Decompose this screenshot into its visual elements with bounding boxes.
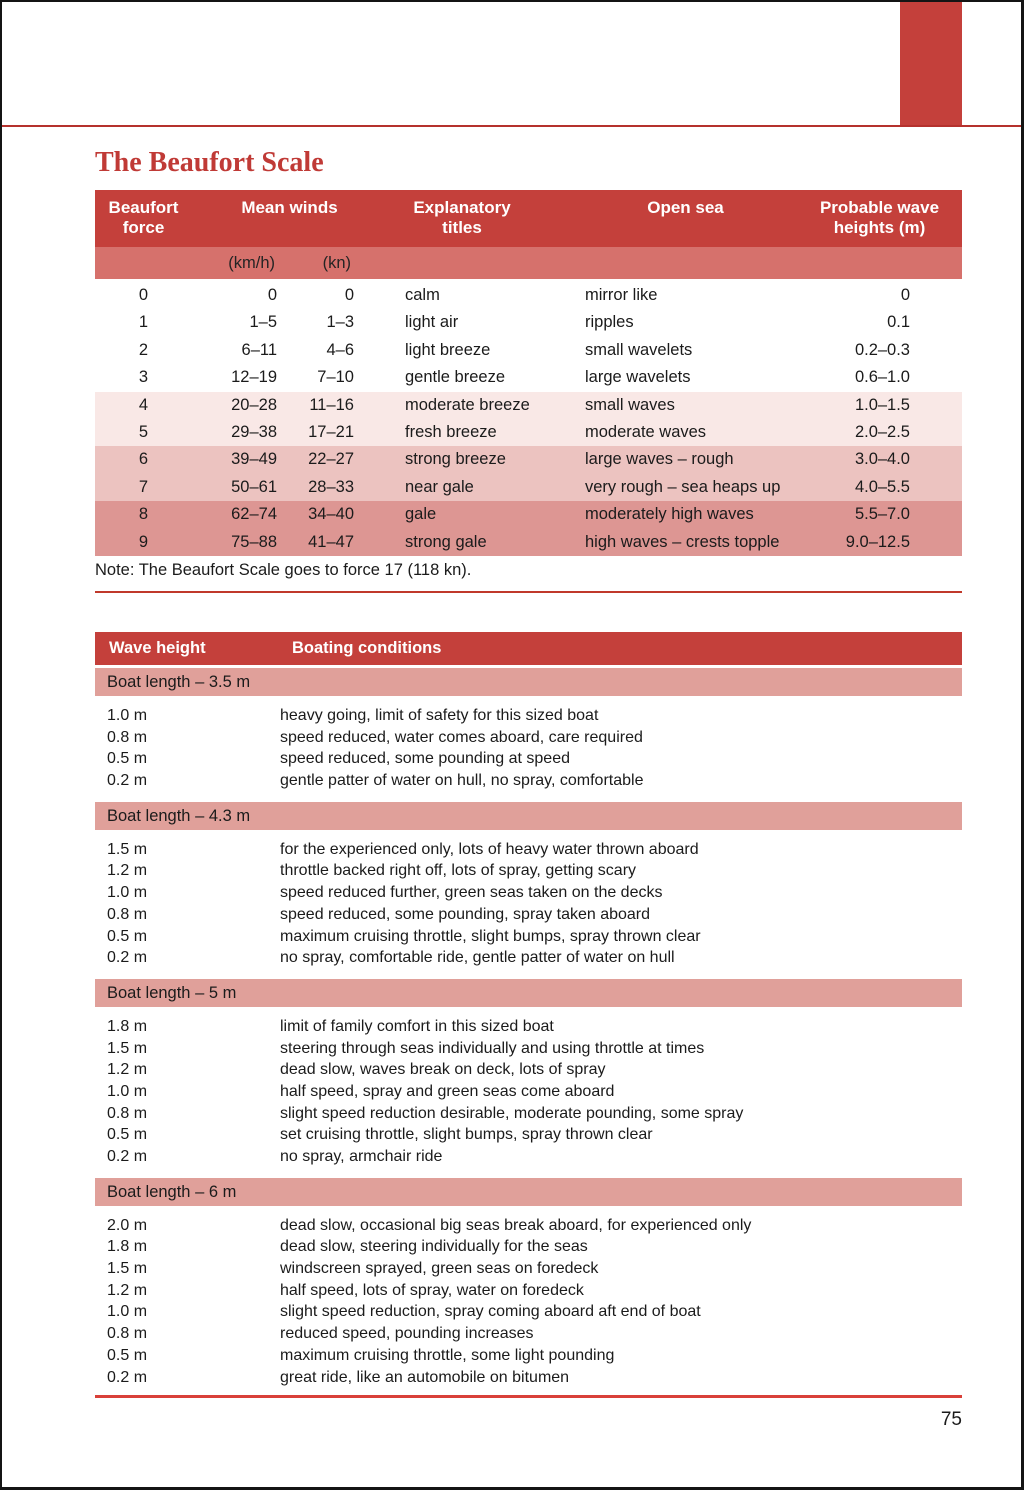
- sea-cell: moderately high waves: [585, 505, 754, 524]
- kn-cell: 7–10: [317, 368, 354, 387]
- height-cell: 0.6–1.0: [854, 368, 910, 387]
- condition-cell: windscreen sprayed, green seas on foredeck: [280, 1260, 599, 1278]
- kmh-cell: 50–61: [231, 477, 277, 496]
- condition-cell: slight speed reduction desirable, moderate pounding, some spray: [280, 1104, 744, 1122]
- boating-row: [95, 882, 962, 904]
- height-cell: 9.0–12.5: [845, 532, 910, 551]
- chapter-tab: [900, 2, 962, 125]
- header-wave-height: Wave height: [109, 639, 206, 657]
- wave-height-cell: 0.2 m: [107, 949, 148, 967]
- condition-cell: slight speed reduction, spray coming aboard aft end of boat: [280, 1303, 701, 1321]
- boating-row: [95, 748, 962, 770]
- condition-cell: speed reduced further, green seas taken on the decks: [280, 884, 663, 902]
- section-label: Boat length – 5 m: [107, 983, 237, 1002]
- beaufort-row: [95, 364, 962, 391]
- section-bar-boat-5m: [95, 979, 962, 1007]
- condition-cell: no spray, armchair ride: [280, 1148, 443, 1165]
- title-cell: calm: [405, 286, 440, 304]
- beaufort-units-row: [95, 247, 962, 279]
- wave-height-cell: 1.0 m: [107, 1082, 148, 1100]
- beaufort-row: [95, 419, 962, 446]
- condition-cell: heavy going, limit of safety for this sized boat: [280, 707, 599, 724]
- wave-height-cell: 2.0 m: [107, 1216, 148, 1234]
- section-bar-boat-3-5m: [95, 668, 962, 696]
- section-rows: [95, 1007, 962, 1178]
- condition-cell: reduced speed, pounding increases: [280, 1325, 534, 1343]
- condition-cell: steering through seas individually and using throttle at times: [280, 1039, 705, 1057]
- height-cell: 4.0–5.5: [854, 477, 910, 496]
- beaufort-row: [95, 337, 962, 364]
- height-cell: 2.0–2.5: [854, 422, 910, 441]
- boating-row: [95, 1038, 962, 1060]
- beaufort-row: [95, 501, 962, 528]
- header-beaufort-force: Beaufort force: [108, 198, 179, 237]
- force-cell: 3: [138, 368, 149, 387]
- force-cell: 0: [138, 286, 149, 304]
- force-cell: 1: [138, 313, 149, 332]
- sea-cell: moderate waves: [585, 422, 707, 441]
- boating-row: [95, 1301, 962, 1323]
- wave-height-cell: 1.5 m: [107, 840, 148, 858]
- unit-kmh: (km/h): [228, 254, 275, 272]
- wave-height-cell: 1.5 m: [107, 1260, 148, 1278]
- wave-height-cell: 1.0 m: [107, 707, 148, 724]
- boating-row: [95, 1236, 962, 1258]
- beaufort-row: [95, 474, 962, 501]
- boating-row: [95, 1258, 962, 1280]
- boating-row: [95, 1367, 962, 1389]
- section-label: Boat length – 4.3 m: [107, 806, 251, 825]
- height-cell: 1.0–1.5: [854, 395, 910, 414]
- kn-cell: 1–3: [326, 313, 354, 332]
- force-cell: 2: [138, 340, 149, 359]
- unit-kn: (kn): [322, 254, 351, 272]
- section-label: Boat length – 6 m: [107, 1182, 237, 1201]
- title-cell: fresh breeze: [405, 422, 497, 441]
- force-cell: 8: [138, 505, 149, 524]
- kn-cell: 41–47: [308, 532, 354, 551]
- condition-cell: no spray, comfortable ride, gentle patter of water on hull: [280, 949, 675, 967]
- wave-height-cell: 1.0 m: [107, 884, 148, 902]
- beaufort-row: [95, 529, 962, 556]
- wave-height-cell: 0.5 m: [107, 1346, 148, 1364]
- boating-row: [95, 947, 962, 969]
- condition-cell: dead slow, occasional big seas break aboard, for experienced only: [280, 1216, 752, 1234]
- beaufort-note: Note: The Beaufort Scale goes to force 17 (118 kn).: [95, 561, 472, 579]
- boating-row: [95, 1345, 962, 1367]
- force-cell: 9: [138, 532, 149, 551]
- kmh-cell: 1–5: [249, 313, 277, 332]
- page-number: 75: [940, 1409, 962, 1430]
- boating-row: [95, 1081, 962, 1103]
- kn-cell: 11–16: [309, 395, 354, 414]
- height-cell: 0.2–0.3: [854, 340, 910, 359]
- kmh-cell: 62–74: [231, 505, 277, 524]
- condition-cell: maximum cruising throttle, some light pounding: [280, 1346, 615, 1364]
- section-label: Boat length – 3.5 m: [107, 673, 251, 691]
- wave-height-cell: 0.8 m: [107, 728, 148, 746]
- wave-height-cell: 0.8 m: [107, 1325, 148, 1343]
- kn-cell: 17–21: [308, 422, 354, 441]
- wave-height-cell: 0.5 m: [107, 1126, 148, 1144]
- boating-row: [95, 1124, 962, 1146]
- header-open-sea: Open sea: [647, 198, 724, 217]
- condition-cell: for the experienced only, lots of heavy water thrown aboard: [280, 840, 699, 858]
- beaufort-row: [95, 392, 962, 419]
- boating-row: [95, 1280, 962, 1302]
- sea-cell: very rough – sea heaps up: [585, 477, 781, 496]
- header-explanatory-titles: Explanatory titles: [413, 198, 511, 237]
- sea-cell: high waves – crests topple: [585, 532, 780, 551]
- section-rows: [95, 696, 962, 802]
- title-cell: gale: [405, 505, 437, 524]
- wave-height-cell: 1.8 m: [107, 1238, 148, 1256]
- kmh-cell: 0: [267, 286, 277, 304]
- wave-height-cell: 0.2 m: [107, 772, 148, 790]
- sea-cell: large waves – rough: [585, 450, 734, 469]
- kmh-cell: 39–49: [231, 450, 277, 469]
- kn-cell: 0: [344, 286, 354, 304]
- condition-cell: half speed, lots of spray, water on foredeck: [280, 1281, 584, 1299]
- header-wave-heights: Probable wave heights (m): [819, 198, 940, 237]
- force-cell: 6: [138, 450, 149, 469]
- title-cell: moderate breeze: [405, 395, 530, 414]
- boating-row: [95, 1215, 962, 1237]
- wave-height-cell: 0.8 m: [107, 1104, 148, 1122]
- kn-cell: 22–27: [308, 450, 354, 469]
- beaufort-table-header: [95, 190, 962, 247]
- wave-height-cell: 1.0 m: [107, 1303, 148, 1321]
- kmh-cell: 29–38: [231, 422, 277, 441]
- wave-height-cell: 0.8 m: [107, 905, 148, 923]
- boating-row: [95, 1323, 962, 1345]
- boating-table-header: [95, 632, 962, 665]
- sea-cell: ripples: [585, 313, 634, 332]
- section-rows: [95, 1206, 962, 1397]
- boating-row: [95, 1146, 962, 1168]
- wave-height-cell: 1.2 m: [107, 862, 148, 880]
- title-cell: light breeze: [405, 340, 491, 359]
- title-cell: strong gale: [405, 532, 487, 551]
- height-cell: 5.5–7.0: [854, 505, 910, 524]
- height-cell: 0: [900, 286, 910, 304]
- boating-row: [95, 1103, 962, 1125]
- wave-height-cell: 0.5 m: [107, 927, 148, 945]
- wave-height-cell: 1.8 m: [107, 1017, 148, 1035]
- condition-cell: speed reduced, some pounding, spray taken aboard: [280, 905, 651, 923]
- condition-cell: maximum cruising throttle, slight bumps, spray thrown clear: [280, 927, 701, 945]
- boating-row: [95, 839, 962, 861]
- section-rows: [95, 830, 962, 979]
- title-cell: strong breeze: [405, 450, 506, 469]
- kmh-cell: 12–19: [231, 368, 277, 387]
- condition-cell: speed reduced, water comes aboard, care required: [280, 728, 643, 746]
- bottom-rule: [95, 1395, 962, 1398]
- condition-cell: half speed, spray and green seas come aboard: [280, 1082, 615, 1100]
- condition-cell: dead slow, waves break on deck, lots of spray: [280, 1061, 606, 1079]
- condition-cell: great ride, like an automobile on bitumen: [280, 1368, 570, 1386]
- sea-cell: mirror like: [585, 286, 658, 304]
- boating-row: [95, 1059, 962, 1081]
- title-cell: gentle breeze: [405, 368, 505, 387]
- kmh-cell: 20–28: [231, 395, 277, 414]
- boating-row: [95, 727, 962, 749]
- condition-cell: dead slow, steering individually for the seas: [280, 1238, 588, 1256]
- beaufort-row: [95, 446, 962, 473]
- sea-cell: small wavelets: [585, 340, 693, 359]
- force-cell: 5: [138, 422, 149, 441]
- wave-height-cell: 0.5 m: [107, 750, 148, 768]
- height-cell: 0.1: [887, 313, 910, 332]
- boating-conditions-table: [95, 632, 962, 1396]
- header-boating-conditions: Boating conditions: [292, 639, 442, 657]
- boating-row: [95, 770, 962, 792]
- top-rule: [2, 125, 1021, 127]
- wave-height-cell: 0.2 m: [107, 1148, 148, 1165]
- boating-row: [95, 1016, 962, 1038]
- wave-height-cell: 1.5 m: [107, 1039, 148, 1057]
- title-cell: light air: [405, 313, 459, 332]
- beaufort-table: [95, 190, 962, 556]
- section-bar-boat-4-3m: [95, 802, 962, 830]
- section-bar-boat-6m: [95, 1178, 962, 1206]
- condition-cell: gentle patter of water on hull, no spray, comfortable: [280, 772, 644, 790]
- boating-row: [95, 860, 962, 882]
- header-mean-winds: Mean winds: [241, 198, 338, 217]
- page-title: The Beaufort Scale: [95, 147, 324, 178]
- boating-row: [95, 926, 962, 948]
- condition-cell: speed reduced, some pounding at speed: [280, 750, 570, 768]
- condition-cell: set cruising throttle, slight bumps, spray thrown clear: [280, 1126, 653, 1144]
- force-cell: 4: [138, 395, 149, 414]
- kmh-cell: 6–11: [241, 340, 277, 359]
- beaufort-row: [95, 309, 962, 336]
- boating-row: [95, 904, 962, 926]
- wave-height-cell: 1.2 m: [107, 1061, 148, 1079]
- condition-cell: limit of family comfort in this sized boat: [280, 1017, 554, 1035]
- height-cell: 3.0–4.0: [854, 450, 910, 469]
- title-cell: near gale: [405, 477, 474, 496]
- kn-cell: 34–40: [308, 505, 354, 524]
- wave-height-cell: 0.2 m: [107, 1368, 148, 1386]
- kmh-cell: 75–88: [231, 532, 277, 551]
- beaufort-table-body: [95, 279, 962, 556]
- beaufort-row: [95, 282, 962, 309]
- kn-cell: 4–6: [326, 340, 354, 359]
- condition-cell: throttle backed right off, lots of spray, getting scary: [280, 862, 637, 880]
- sea-cell: large wavelets: [585, 368, 691, 387]
- wave-height-cell: 1.2 m: [107, 1281, 148, 1299]
- sea-cell: small waves: [585, 395, 675, 414]
- force-cell: 7: [138, 477, 149, 496]
- kn-cell: 28–33: [308, 477, 354, 496]
- boating-row: [95, 705, 962, 727]
- section-divider: [95, 591, 962, 593]
